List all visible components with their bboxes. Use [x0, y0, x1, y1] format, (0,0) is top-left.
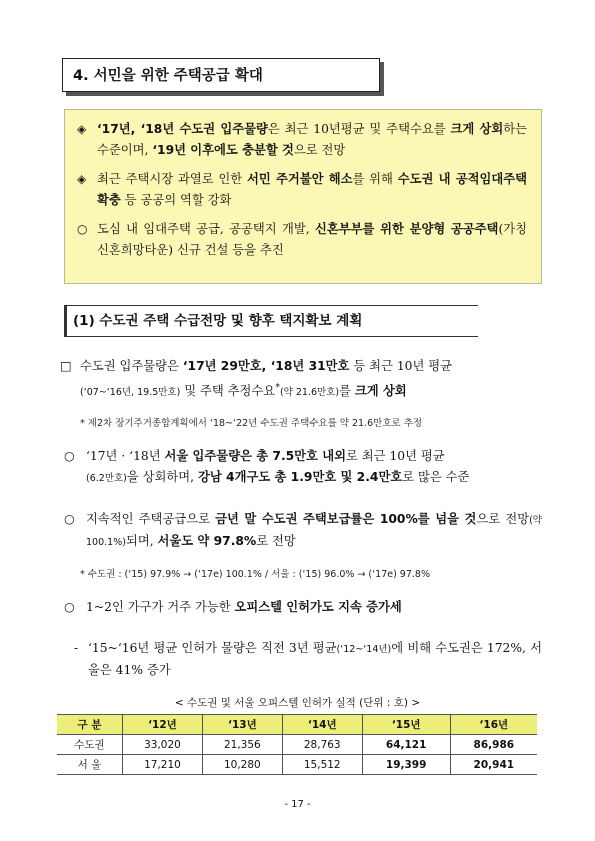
paragraph-text: ‘17년 · ‘18년 서울 입주물량은 총 7.5만호 내외로 최근 10년 평균 (6.2만호)을 상회하며, 강남 4개구도 총 1.9만호 및 2.4만호로 많은 수준: [86, 449, 470, 484]
table-header-cell: ‘16년: [450, 715, 537, 735]
summary-box: [64, 109, 542, 284]
circle-bullet-icon: ○: [77, 222, 88, 236]
table-header-cell: ‘15년: [362, 715, 450, 735]
table-cell: 17,210: [122, 755, 202, 775]
summary-item: [77, 169, 527, 211]
bullet-paragraph: [64, 446, 542, 489]
summary-text: 최근 주택시장 과열로 인한 서민 주거불안 해소를 위해 수도권 내 공적임대주택 확충 등 공공의 역할 강화: [97, 172, 527, 207]
table-cell: 21,356: [202, 735, 282, 755]
diamond-bullet-icon: ◈: [77, 122, 87, 136]
square-bullet-icon: □: [60, 359, 72, 373]
footnote: * 제2차 장기주거종합계획에서 ‘18~‘22년 수도권 주택수요를 약 21.6만호로 추정: [80, 418, 423, 429]
summary-item: [77, 219, 527, 261]
table-cell: 서 울: [57, 755, 122, 775]
table-row: [57, 755, 537, 775]
table-cell: 86,986: [450, 735, 537, 755]
paragraph-text: 1~2인 가구가 거주 가능한 오피스텔 인허가도 지속 증가세: [86, 600, 402, 614]
summary-text: 도심 내 임대주택 공급, 공공택지 개발, 신혼부부를 위한 분양형 공공주택(가칭 신혼희망타운) 신규 건설 등을 추진: [97, 222, 528, 257]
table-caption: < 수도권 및 서울 오피스텔 인허가 실적 (단위 : 호) >: [174, 697, 421, 709]
table-row: [57, 735, 537, 755]
table-cell: 64,121: [362, 735, 450, 755]
table-cell: 20,941: [450, 755, 537, 775]
table-cell: 수도권: [57, 735, 122, 755]
diamond-bullet-icon: ◈: [77, 172, 87, 186]
dash-bullet-icon: -: [74, 641, 79, 655]
circle-bullet-icon: ○: [64, 449, 75, 463]
page-number: - 17 -: [284, 799, 311, 810]
paragraph-text: ‘15~‘16년 평균 인허가 물량은 직전 3년 평균(‘12~‘14년)에 비해 수도권은 172%, 서울은 41% 증가: [88, 641, 543, 677]
circle-bullet-icon: ○: [64, 600, 75, 614]
table-header-cell: ‘12년: [122, 715, 202, 735]
summary-text: ‘17년, ‘18년 수도권 입주물량은 최근 10년평균 및 주택수요를 크게 상회하는 수준이며, ‘19년 이후에도 충분할 것으로 전망: [97, 122, 527, 157]
officetel-permit-table: [57, 714, 537, 775]
table-header-cell: ‘13년: [202, 715, 282, 735]
section-title: 4. 서민을 위한 주택공급 확대: [62, 58, 380, 92]
table-cell: 15,512: [282, 755, 362, 775]
bullet-paragraph: [60, 356, 542, 403]
table-cell: 33,020: [122, 735, 202, 755]
dash-paragraph: [74, 638, 542, 681]
subsection-title: (1) 수도권 주택 수급전망 및 향후 택지확보 계획: [64, 305, 478, 337]
paragraph-text: 지속적인 주택공급으로 금년 말 수도권 주택보급률은 100%를 넘을 것으로 전망(약 100.1%)되며, 서울도 약 97.8%로 전망: [86, 512, 542, 548]
table-header-cell: ‘14년: [282, 715, 362, 735]
table-cell: 28,763: [282, 735, 362, 755]
paragraph-text: 수도권 입주물량은 ‘17년 29만호, ‘18년 31만호 등 최근 10년 평균 (‘07~‘16년, 19.5만호) 및 주택 추정수요*(약 21.6만호)를 크게 상회: [80, 359, 453, 399]
table-header-cell: 구 분: [57, 715, 122, 735]
circle-bullet-icon: ○: [64, 512, 75, 526]
summary-item: [77, 119, 527, 161]
bullet-paragraph: [64, 509, 542, 553]
bullet-paragraph: [64, 597, 542, 618]
table-cell: 19,399: [362, 755, 450, 775]
table-header-row: [57, 715, 537, 735]
footnote: * 수도권 : (‘15) 97.9% → (‘17e) 100.1% / 서울 : (‘15) 96.0% → (‘17e) 97.8%: [80, 569, 430, 580]
table-cell: 10,280: [202, 755, 282, 775]
